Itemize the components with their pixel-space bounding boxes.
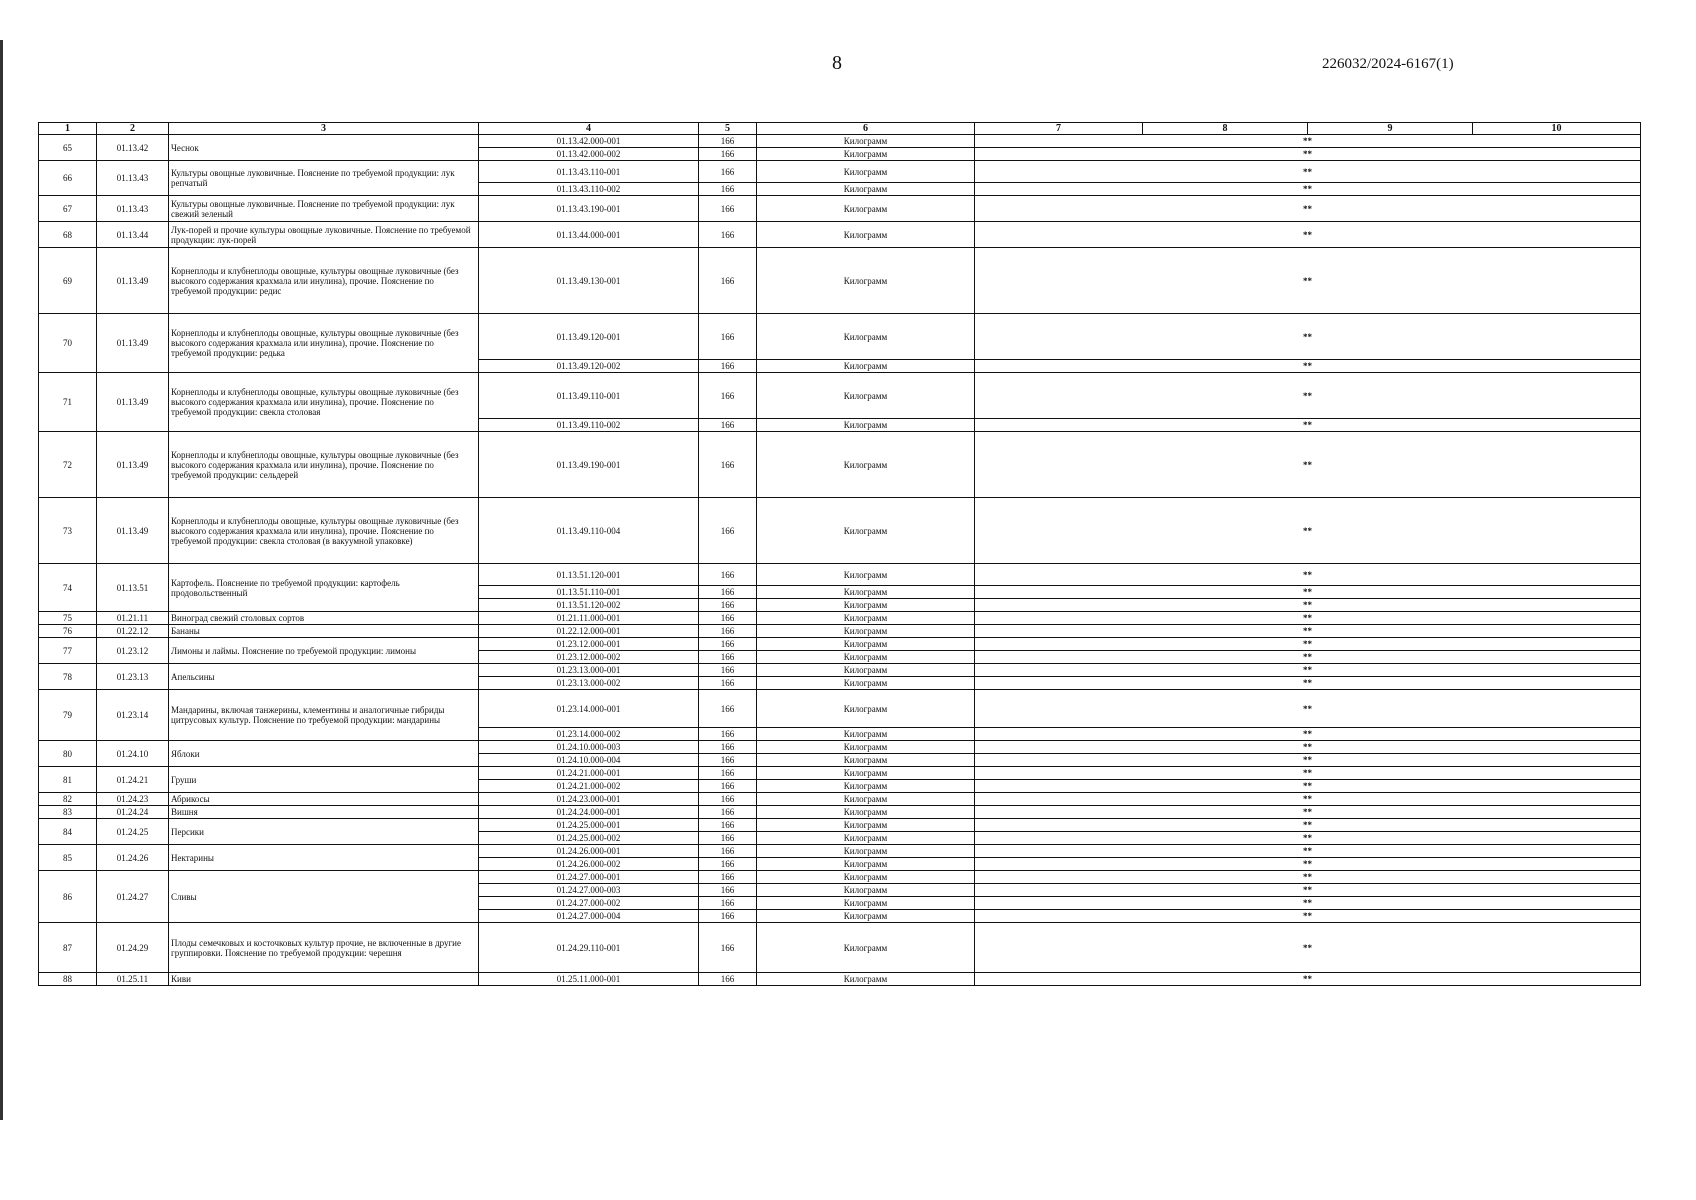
column-header: 6 xyxy=(757,123,975,135)
product-name: Корнеплоды и клубнеплоды овощные, культуры овощные луковичные (без высокого содержания крахмала или инулина), прочие. Пояснение по требуемой продукции: свекла столовая (в вакуумной упаковке) xyxy=(169,498,479,564)
price-mark: ** xyxy=(975,148,1641,161)
row-number: 78 xyxy=(39,664,97,690)
unit-code: 166 xyxy=(699,360,757,373)
unit-code: 166 xyxy=(699,793,757,806)
ktru-code: 01.13.43.110-001 xyxy=(479,161,699,183)
okpd-code: 01.23.13 xyxy=(97,664,169,690)
row-number: 76 xyxy=(39,625,97,638)
table-row xyxy=(39,664,1641,677)
unit-name: Килограмм xyxy=(757,432,975,498)
price-mark: ** xyxy=(975,638,1641,651)
price-mark: ** xyxy=(975,973,1641,986)
row-number: 81 xyxy=(39,767,97,793)
ktru-code: 01.22.12.000-001 xyxy=(479,625,699,638)
ktru-code: 01.24.27.000-003 xyxy=(479,884,699,897)
unit-code: 166 xyxy=(699,754,757,767)
ktru-code: 01.24.25.000-001 xyxy=(479,819,699,832)
okpd-code: 01.13.49 xyxy=(97,498,169,564)
ktru-code: 01.13.49.110-001 xyxy=(479,373,699,419)
unit-name: Килограмм xyxy=(757,625,975,638)
price-mark: ** xyxy=(975,923,1641,973)
column-header: 10 xyxy=(1473,123,1641,135)
ktru-code: 01.13.42.000-002 xyxy=(479,148,699,161)
unit-name: Килограмм xyxy=(757,973,975,986)
table-row xyxy=(39,923,1641,973)
price-mark: ** xyxy=(975,373,1641,419)
price-mark: ** xyxy=(975,664,1641,677)
unit-name: Килограмм xyxy=(757,910,975,923)
okpd-code: 01.13.49 xyxy=(97,373,169,432)
price-mark: ** xyxy=(975,728,1641,741)
ktru-code: 01.13.49.110-004 xyxy=(479,498,699,564)
unit-name: Килограмм xyxy=(757,196,975,222)
ktru-code: 01.13.49.120-001 xyxy=(479,314,699,360)
unit-name: Килограмм xyxy=(757,923,975,973)
unit-name: Килограмм xyxy=(757,871,975,884)
unit-name: Килограмм xyxy=(757,767,975,780)
price-mark: ** xyxy=(975,897,1641,910)
table-row xyxy=(39,314,1641,360)
unit-code: 166 xyxy=(699,923,757,973)
unit-code: 166 xyxy=(699,690,757,728)
price-mark: ** xyxy=(975,910,1641,923)
row-number: 77 xyxy=(39,638,97,664)
ktru-code: 01.25.11.000-001 xyxy=(479,973,699,986)
row-number: 66 xyxy=(39,161,97,196)
unit-name: Килограмм xyxy=(757,148,975,161)
unit-code: 166 xyxy=(699,728,757,741)
unit-name: Килограмм xyxy=(757,780,975,793)
price-mark: ** xyxy=(975,314,1641,360)
price-mark: ** xyxy=(975,222,1641,248)
ktru-code: 01.13.43.190-001 xyxy=(479,196,699,222)
unit-name: Килограмм xyxy=(757,728,975,741)
table-row xyxy=(39,196,1641,222)
price-mark: ** xyxy=(975,248,1641,314)
unit-name: Килограмм xyxy=(757,677,975,690)
unit-code: 166 xyxy=(699,741,757,754)
ktru-code: 01.13.49.190-001 xyxy=(479,432,699,498)
product-name: Мандарины, включая танжерины, клементины и аналогичные гибриды цитрусовых культур. Пояснение по требуемой продукции: мандарины xyxy=(169,690,479,741)
table-row xyxy=(39,373,1641,419)
product-table xyxy=(38,122,1641,986)
okpd-code: 01.13.49 xyxy=(97,314,169,373)
unit-name: Килограмм xyxy=(757,135,975,148)
unit-name: Килограмм xyxy=(757,806,975,819)
ktru-code: 01.23.14.000-001 xyxy=(479,690,699,728)
price-mark: ** xyxy=(975,741,1641,754)
price-mark: ** xyxy=(975,884,1641,897)
ktru-code: 01.24.25.000-002 xyxy=(479,832,699,845)
okpd-code: 01.25.11 xyxy=(97,973,169,986)
product-name: Корнеплоды и клубнеплоды овощные, культуры овощные луковичные (без высокого содержания крахмала или инулина), прочие. Пояснение по требуемой продукции: редис xyxy=(169,248,479,314)
table-row xyxy=(39,638,1641,651)
ktru-code: 01.24.27.000-002 xyxy=(479,897,699,910)
row-number: 74 xyxy=(39,564,97,612)
ktru-code: 01.24.29.110-001 xyxy=(479,923,699,973)
table-row xyxy=(39,793,1641,806)
product-name: Киви xyxy=(169,973,479,986)
price-mark: ** xyxy=(975,183,1641,196)
ktru-code: 01.13.51.120-002 xyxy=(479,599,699,612)
unit-code: 166 xyxy=(699,196,757,222)
ktru-code: 01.23.12.000-002 xyxy=(479,651,699,664)
unit-code: 166 xyxy=(699,599,757,612)
unit-name: Килограмм xyxy=(757,638,975,651)
product-name: Бананы xyxy=(169,625,479,638)
price-mark: ** xyxy=(975,845,1641,858)
ktru-code: 01.24.26.000-001 xyxy=(479,845,699,858)
okpd-code: 01.22.12 xyxy=(97,625,169,638)
ktru-code: 01.24.10.000-003 xyxy=(479,741,699,754)
ktru-code: 01.24.24.000-001 xyxy=(479,806,699,819)
unit-code: 166 xyxy=(699,222,757,248)
ktru-code: 01.23.13.000-002 xyxy=(479,677,699,690)
ktru-code: 01.13.51.120-001 xyxy=(479,564,699,586)
unit-code: 166 xyxy=(699,161,757,183)
table-row xyxy=(39,222,1641,248)
price-mark: ** xyxy=(975,858,1641,871)
price-mark: ** xyxy=(975,599,1641,612)
okpd-code: 01.24.27 xyxy=(97,871,169,923)
ktru-code: 01.24.23.000-001 xyxy=(479,793,699,806)
row-number: 73 xyxy=(39,498,97,564)
ktru-code: 01.24.27.000-004 xyxy=(479,910,699,923)
okpd-code: 01.13.51 xyxy=(97,564,169,612)
price-mark: ** xyxy=(975,832,1641,845)
price-mark: ** xyxy=(975,793,1641,806)
document-id: 226032/2024-6167(1) xyxy=(1322,56,1454,72)
ktru-code: 01.24.21.000-002 xyxy=(479,780,699,793)
unit-code: 166 xyxy=(699,625,757,638)
unit-name: Килограмм xyxy=(757,564,975,586)
table-row xyxy=(39,741,1641,754)
ktru-code: 01.13.44.000-001 xyxy=(479,222,699,248)
okpd-code: 01.23.14 xyxy=(97,690,169,741)
unit-name: Килограмм xyxy=(757,599,975,612)
row-number: 83 xyxy=(39,806,97,819)
okpd-code: 01.24.23 xyxy=(97,793,169,806)
unit-name: Килограмм xyxy=(757,183,975,196)
row-number: 67 xyxy=(39,196,97,222)
ktru-code: 01.23.12.000-001 xyxy=(479,638,699,651)
unit-code: 166 xyxy=(699,832,757,845)
row-number: 72 xyxy=(39,432,97,498)
unit-name: Килограмм xyxy=(757,690,975,728)
product-name: Виноград свежий столовых сортов xyxy=(169,612,479,625)
price-mark: ** xyxy=(975,871,1641,884)
unit-name: Килограмм xyxy=(757,845,975,858)
row-number: 68 xyxy=(39,222,97,248)
unit-code: 166 xyxy=(699,651,757,664)
product-name: Нектарины xyxy=(169,845,479,871)
ktru-code: 01.13.49.110-002 xyxy=(479,419,699,432)
product-name: Плоды семечковых и косточковых культур прочие, не включенные в другие группировки. Пояснение по требуемой продукции: черешня xyxy=(169,923,479,973)
unit-name: Килограмм xyxy=(757,664,975,677)
price-mark: ** xyxy=(975,690,1641,728)
table-row xyxy=(39,690,1641,728)
ktru-code: 01.13.51.110-001 xyxy=(479,586,699,599)
okpd-code: 01.24.26 xyxy=(97,845,169,871)
okpd-code: 01.13.49 xyxy=(97,432,169,498)
okpd-code: 01.24.24 xyxy=(97,806,169,819)
okpd-code: 01.24.21 xyxy=(97,767,169,793)
okpd-code: 01.13.43 xyxy=(97,196,169,222)
table-row xyxy=(39,564,1641,586)
table-row xyxy=(39,161,1641,183)
row-number: 85 xyxy=(39,845,97,871)
unit-name: Килограмм xyxy=(757,897,975,910)
product-name: Лимоны и лаймы. Пояснение по требуемой продукции: лимоны xyxy=(169,638,479,664)
product-name: Корнеплоды и клубнеплоды овощные, культуры овощные луковичные (без высокого содержания крахмала или инулина), прочие. Пояснение по требуемой продукции: редька xyxy=(169,314,479,373)
unit-code: 166 xyxy=(699,498,757,564)
ktru-code: 01.24.27.000-001 xyxy=(479,871,699,884)
product-name: Культуры овощные луковичные. Пояснение по требуемой продукции: лук свежий зеленый xyxy=(169,196,479,222)
table-row xyxy=(39,432,1641,498)
product-name: Вишня xyxy=(169,806,479,819)
price-mark: ** xyxy=(975,196,1641,222)
row-number: 70 xyxy=(39,314,97,373)
row-number: 87 xyxy=(39,923,97,973)
product-name: Лук-порей и прочие культуры овощные луковичные. Пояснение по требуемой продукции: лук-порей xyxy=(169,222,479,248)
unit-code: 166 xyxy=(699,871,757,884)
price-mark: ** xyxy=(975,612,1641,625)
ktru-code: 01.24.10.000-004 xyxy=(479,754,699,767)
price-mark: ** xyxy=(975,819,1641,832)
unit-name: Килограмм xyxy=(757,793,975,806)
price-mark: ** xyxy=(975,754,1641,767)
okpd-code: 01.13.43 xyxy=(97,161,169,196)
product-name: Абрикосы xyxy=(169,793,479,806)
price-mark: ** xyxy=(975,625,1641,638)
scan-margin-edge xyxy=(0,40,3,1120)
okpd-code: 01.21.11 xyxy=(97,612,169,625)
okpd-code: 01.13.49 xyxy=(97,248,169,314)
row-number: 82 xyxy=(39,793,97,806)
ktru-code: 01.24.21.000-001 xyxy=(479,767,699,780)
table-row xyxy=(39,871,1641,884)
product-name: Сливы xyxy=(169,871,479,923)
unit-code: 166 xyxy=(699,767,757,780)
product-name: Корнеплоды и клубнеплоды овощные, культуры овощные луковичные (без высокого содержания крахмала или инулина), прочие. Пояснение по требуемой продукции: свекла столовая xyxy=(169,373,479,432)
ktru-code: 01.23.13.000-001 xyxy=(479,664,699,677)
unit-name: Килограмм xyxy=(757,586,975,599)
ktru-code: 01.13.42.000-001 xyxy=(479,135,699,148)
price-mark: ** xyxy=(975,780,1641,793)
table-row xyxy=(39,806,1641,819)
unit-code: 166 xyxy=(699,135,757,148)
unit-code: 166 xyxy=(699,373,757,419)
row-number: 79 xyxy=(39,690,97,741)
ktru-code: 01.13.49.120-002 xyxy=(479,360,699,373)
unit-code: 166 xyxy=(699,806,757,819)
unit-name: Килограмм xyxy=(757,884,975,897)
unit-code: 166 xyxy=(699,183,757,196)
ktru-code: 01.23.14.000-002 xyxy=(479,728,699,741)
product-name: Яблоки xyxy=(169,741,479,767)
unit-code: 166 xyxy=(699,677,757,690)
unit-name: Килограмм xyxy=(757,612,975,625)
unit-code: 166 xyxy=(699,973,757,986)
unit-name: Килограмм xyxy=(757,222,975,248)
unit-code: 166 xyxy=(699,910,757,923)
unit-name: Килограмм xyxy=(757,651,975,664)
unit-code: 166 xyxy=(699,432,757,498)
column-header: 4 xyxy=(479,123,699,135)
row-number: 65 xyxy=(39,135,97,161)
column-header: 5 xyxy=(699,123,757,135)
row-number: 75 xyxy=(39,612,97,625)
header-row xyxy=(39,123,1641,135)
price-mark: ** xyxy=(975,498,1641,564)
unit-code: 166 xyxy=(699,858,757,871)
unit-name: Килограмм xyxy=(757,360,975,373)
unit-name: Килограмм xyxy=(757,741,975,754)
table-row xyxy=(39,135,1641,148)
product-name: Персики xyxy=(169,819,479,845)
price-mark: ** xyxy=(975,161,1641,183)
product-name: Культуры овощные луковичные. Пояснение по требуемой продукции: лук репчатый xyxy=(169,161,479,196)
price-mark: ** xyxy=(975,419,1641,432)
row-number: 88 xyxy=(39,973,97,986)
unit-code: 166 xyxy=(699,612,757,625)
product-name: Груши xyxy=(169,767,479,793)
ktru-code: 01.13.49.130-001 xyxy=(479,248,699,314)
column-header: 8 xyxy=(1143,123,1308,135)
okpd-code: 01.24.25 xyxy=(97,819,169,845)
okpd-code: 01.13.44 xyxy=(97,222,169,248)
okpd-code: 01.23.12 xyxy=(97,638,169,664)
price-mark: ** xyxy=(975,564,1641,586)
unit-code: 166 xyxy=(699,248,757,314)
okpd-code: 01.24.10 xyxy=(97,741,169,767)
product-name: Чеснок xyxy=(169,135,479,161)
unit-code: 166 xyxy=(699,819,757,832)
ktru-code: 01.13.43.110-002 xyxy=(479,183,699,196)
product-name: Картофель. Пояснение по требуемой продукции: картофель продовольственный xyxy=(169,564,479,612)
table-row xyxy=(39,498,1641,564)
unit-name: Килограмм xyxy=(757,858,975,871)
column-header: 1 xyxy=(39,123,97,135)
unit-code: 166 xyxy=(699,884,757,897)
unit-name: Килограмм xyxy=(757,419,975,432)
unit-name: Килограмм xyxy=(757,248,975,314)
product-name: Апельсины xyxy=(169,664,479,690)
unit-code: 166 xyxy=(699,780,757,793)
price-mark: ** xyxy=(975,135,1641,148)
page-number: 8 xyxy=(832,52,842,74)
unit-name: Килограмм xyxy=(757,498,975,564)
row-number: 69 xyxy=(39,248,97,314)
table-row xyxy=(39,845,1641,858)
column-header: 3 xyxy=(169,123,479,135)
unit-code: 166 xyxy=(699,586,757,599)
price-mark: ** xyxy=(975,806,1641,819)
column-header: 9 xyxy=(1308,123,1473,135)
unit-code: 166 xyxy=(699,419,757,432)
unit-name: Килограмм xyxy=(757,819,975,832)
unit-code: 166 xyxy=(699,638,757,651)
row-number: 84 xyxy=(39,819,97,845)
row-number: 80 xyxy=(39,741,97,767)
price-mark: ** xyxy=(975,432,1641,498)
unit-code: 166 xyxy=(699,564,757,586)
column-header: 7 xyxy=(975,123,1143,135)
unit-name: Килограмм xyxy=(757,832,975,845)
column-header: 2 xyxy=(97,123,169,135)
price-mark: ** xyxy=(975,360,1641,373)
price-mark: ** xyxy=(975,767,1641,780)
okpd-code: 01.24.29 xyxy=(97,923,169,973)
ktru-code: 01.24.26.000-002 xyxy=(479,858,699,871)
okpd-code: 01.13.42 xyxy=(97,135,169,161)
unit-code: 166 xyxy=(699,148,757,161)
ktru-code: 01.21.11.000-001 xyxy=(479,612,699,625)
table-row xyxy=(39,819,1641,832)
price-mark: ** xyxy=(975,677,1641,690)
table-row xyxy=(39,248,1641,314)
product-name: Корнеплоды и клубнеплоды овощные, культуры овощные луковичные (без высокого содержания крахмала или инулина), прочие. Пояснение по требуемой продукции: сельдерей xyxy=(169,432,479,498)
row-number: 86 xyxy=(39,871,97,923)
table-row xyxy=(39,625,1641,638)
unit-code: 166 xyxy=(699,664,757,677)
price-mark: ** xyxy=(975,651,1641,664)
table-row xyxy=(39,612,1641,625)
unit-name: Килограмм xyxy=(757,314,975,360)
unit-name: Килограмм xyxy=(757,754,975,767)
table-row xyxy=(39,767,1641,780)
price-mark: ** xyxy=(975,586,1641,599)
table-row xyxy=(39,973,1641,986)
unit-name: Килограмм xyxy=(757,161,975,183)
unit-code: 166 xyxy=(699,897,757,910)
unit-name: Килограмм xyxy=(757,373,975,419)
row-number: 71 xyxy=(39,373,97,432)
unit-code: 166 xyxy=(699,314,757,360)
unit-code: 166 xyxy=(699,845,757,858)
